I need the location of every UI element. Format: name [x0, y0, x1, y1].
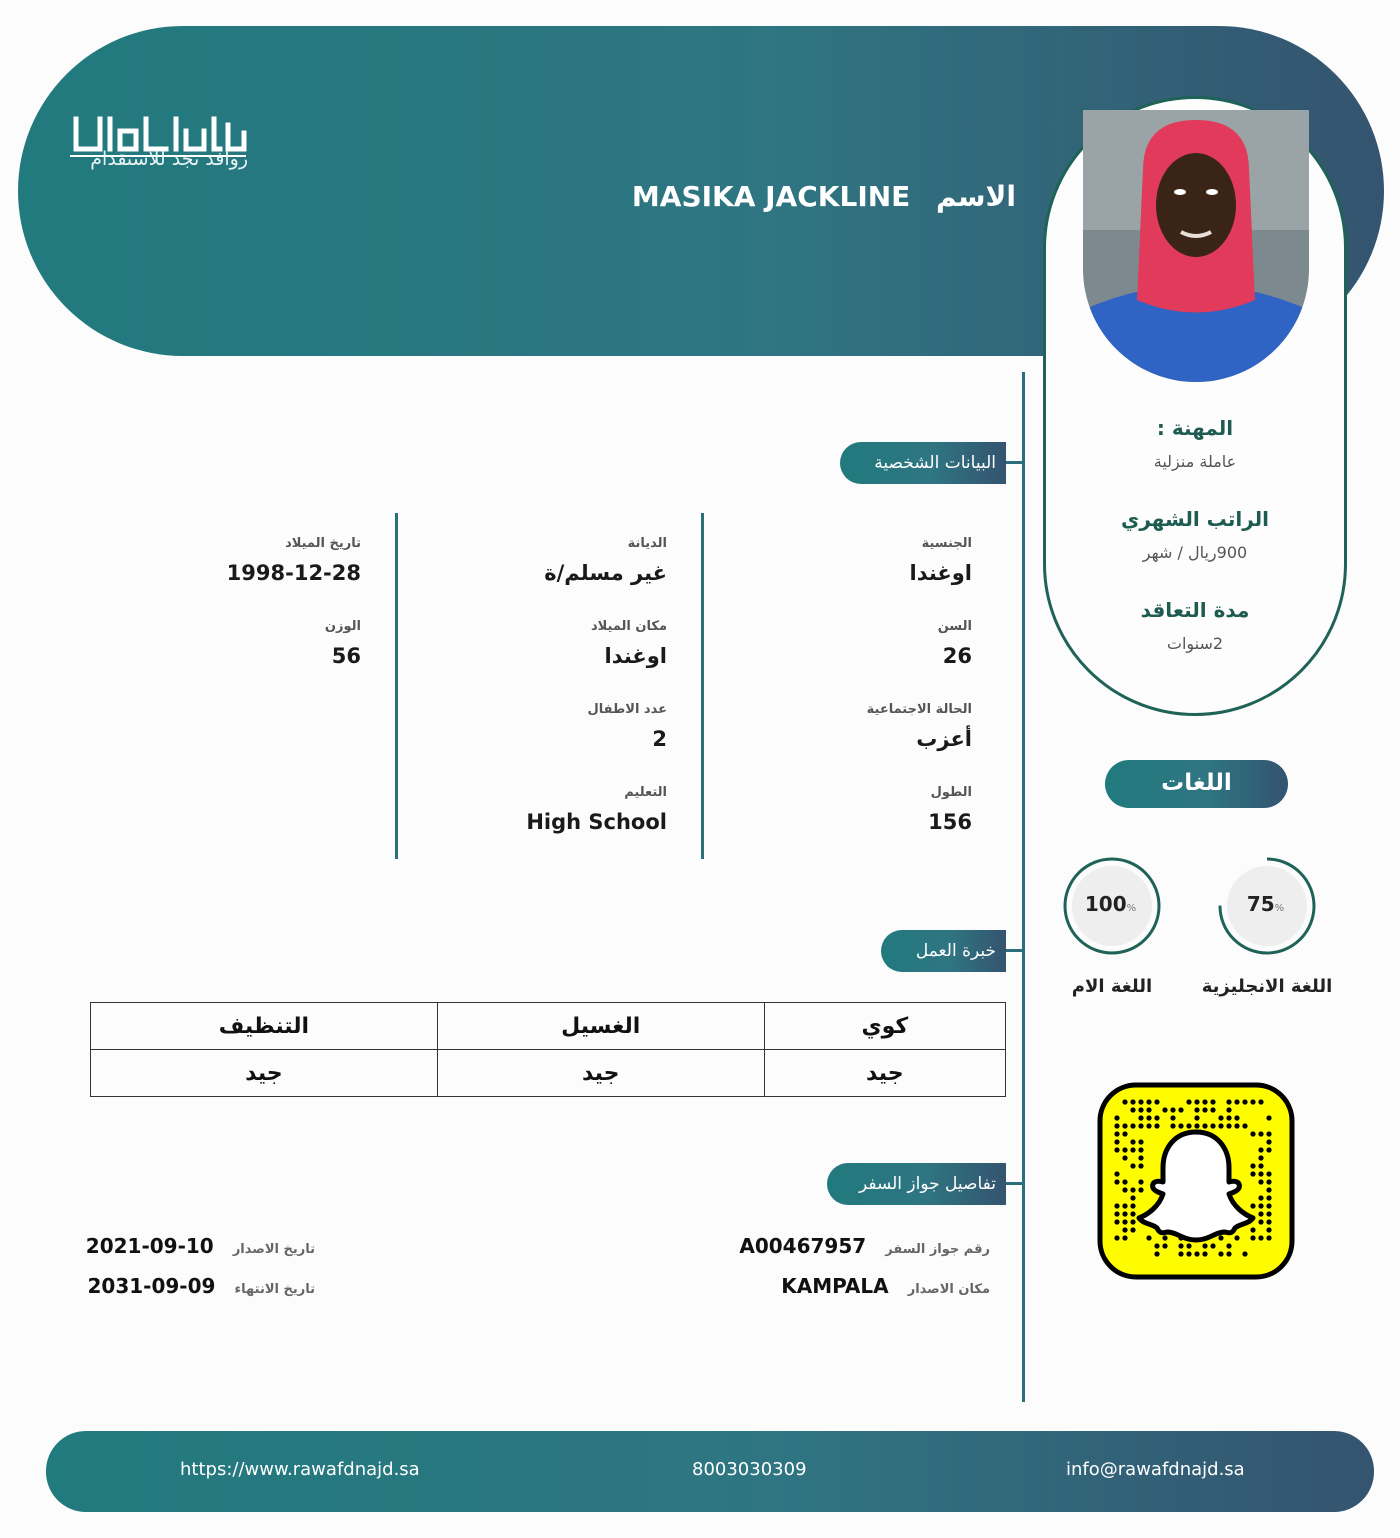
snapcode-dot — [1266, 1203, 1271, 1208]
snapcode-dot — [1122, 1155, 1127, 1160]
snapcode-dot — [1258, 1155, 1263, 1160]
skills-table — [90, 1002, 1006, 1097]
snapcode-dot — [1114, 1179, 1119, 1184]
snapcode-dot — [1250, 1203, 1255, 1208]
snapcode-dot — [1130, 1139, 1135, 1144]
snapcode-dot — [1130, 1187, 1135, 1192]
snapcode-dot — [1138, 1187, 1143, 1192]
snapcode-dot — [1242, 1123, 1247, 1128]
name-value: MASIKA JACKLINE — [631, 180, 911, 213]
snapcode-dot — [1114, 1139, 1119, 1144]
snapcode-dot — [1138, 1123, 1143, 1128]
height-value: 156 — [928, 810, 972, 834]
snapcode-dot — [1130, 1211, 1135, 1216]
section-connector — [1006, 1182, 1022, 1185]
religion-value: غير مسلم/ة — [544, 561, 667, 585]
snapcode-dot — [1130, 1203, 1135, 1208]
snapcode-dot — [1250, 1131, 1255, 1136]
section-personal-title: البيانات الشخصية — [840, 442, 1006, 484]
snapcode-dot — [1130, 1099, 1135, 1104]
snapcode-dot — [1258, 1099, 1263, 1104]
snapcode-dot — [1138, 1163, 1143, 1168]
snapcode-dot — [1130, 1195, 1135, 1200]
snapcode-dot — [1218, 1123, 1223, 1128]
passport-expiry-label: تاريخ الانتهاء — [234, 1282, 315, 1297]
snapcode-dot — [1130, 1107, 1135, 1112]
passport-issue-value: 2021-09-10 — [85, 1234, 214, 1258]
snapcode-dot — [1146, 1115, 1151, 1120]
snapcode-dot — [1122, 1203, 1127, 1208]
snapcode-dot — [1210, 1099, 1215, 1104]
percent-sign: % — [1126, 903, 1137, 914]
height-label: الطول — [930, 785, 972, 800]
snapcode-dot — [1130, 1163, 1135, 1168]
snapcode-dot — [1186, 1123, 1191, 1128]
snapcode-dot — [1250, 1235, 1255, 1240]
snapcode-dot — [1202, 1107, 1207, 1112]
snapcode-dot — [1250, 1099, 1255, 1104]
snapcode-dot — [1218, 1235, 1223, 1240]
snapcode-dot — [1170, 1107, 1175, 1112]
dob-label: تاريخ الميلاد — [285, 536, 361, 551]
snapcode-dot — [1226, 1243, 1231, 1248]
passport-place-value: KAMPALA — [781, 1274, 889, 1298]
snapcode-dot — [1162, 1235, 1167, 1240]
snapcode-dot — [1266, 1115, 1271, 1120]
snapcode-dot — [1202, 1123, 1207, 1128]
snapchat-snapcode-icon[interactable] — [1097, 1082, 1295, 1280]
snapcode-dot — [1186, 1243, 1191, 1248]
contract-value: 2سنوات — [1166, 634, 1224, 653]
languages-title: اللغات — [1105, 760, 1288, 808]
native-value: 100 — [1084, 892, 1127, 916]
skills-header-row — [91, 1003, 1006, 1050]
passport-place-label: مكان الاصدار — [907, 1282, 990, 1297]
snapcode-dot — [1122, 1147, 1127, 1152]
snapcode-dot — [1138, 1179, 1143, 1184]
snapcode-dot — [1114, 1219, 1119, 1224]
passport-issue-label: تاريخ الاصدار — [232, 1242, 315, 1257]
snapcode-dot — [1266, 1227, 1271, 1232]
snapcode-dot — [1138, 1155, 1143, 1160]
section-experience-title: خبرة العمل — [881, 930, 1006, 972]
english-percent — [1217, 892, 1317, 916]
snapcode-dot — [1122, 1211, 1127, 1216]
english-value: 75 — [1246, 892, 1275, 916]
snapcode-dot — [1114, 1171, 1119, 1176]
snapcode-dot — [1130, 1227, 1135, 1232]
snapcode-dot — [1250, 1227, 1255, 1232]
marital-value: أعزب — [916, 727, 972, 751]
snapcode-dot — [1122, 1219, 1127, 1224]
skill-rating: جيد — [764, 1050, 1005, 1097]
snapcode-dot — [1266, 1139, 1271, 1144]
footer-website-link[interactable]: https://www.rawafdnajd.sa — [180, 1459, 420, 1480]
passport-place-row — [600, 1274, 990, 1298]
skill-rating: جيد — [437, 1050, 764, 1097]
snapcode-dot — [1146, 1123, 1151, 1128]
snapcode-dot — [1122, 1131, 1127, 1136]
snapcode-dot — [1138, 1139, 1143, 1144]
snapcode-dot — [1162, 1243, 1167, 1248]
snapcode-dot — [1170, 1123, 1175, 1128]
snapcode-dot — [1202, 1251, 1207, 1256]
snapcode-dot — [1210, 1123, 1215, 1128]
passport-expiry-row — [60, 1274, 315, 1298]
snapcode-dot — [1154, 1099, 1159, 1104]
snapcode-dot — [1130, 1123, 1135, 1128]
snapcode-dot — [1138, 1099, 1143, 1104]
native-percent — [1062, 892, 1162, 916]
column-separator — [395, 513, 398, 859]
snapcode-dot — [1178, 1243, 1183, 1248]
snapcode-dot — [1210, 1107, 1215, 1112]
snapcode-dot — [1178, 1251, 1183, 1256]
snapcode-dot — [1114, 1203, 1119, 1208]
name-label: الاسم — [936, 180, 1016, 213]
snapcode-dot — [1170, 1115, 1175, 1120]
section-connector — [1006, 461, 1022, 464]
snapcode-dot — [1266, 1171, 1271, 1176]
age-value: 26 — [942, 644, 972, 668]
snapcode-dot — [1258, 1195, 1263, 1200]
snapcode-dot — [1234, 1235, 1239, 1240]
snapcode-dot — [1234, 1099, 1239, 1104]
education-label: التعليم — [624, 785, 667, 800]
snapcode-dot — [1154, 1243, 1159, 1248]
snapcode-dot — [1194, 1251, 1199, 1256]
snapcode-dot — [1218, 1115, 1223, 1120]
snapcode-dot — [1154, 1123, 1159, 1128]
religion-label: الديانة — [627, 536, 667, 551]
snapcode-dot — [1178, 1123, 1183, 1128]
snapcode-dot — [1130, 1147, 1135, 1152]
passport-number-label: رقم جواز السفر — [885, 1242, 990, 1257]
footer-phone[interactable]: 8003030309 — [692, 1459, 807, 1480]
weight-value: 56 — [331, 644, 361, 668]
skill-header: كوي — [764, 1003, 1005, 1050]
passport-expiry-value: 2031-09-09 — [87, 1274, 216, 1298]
snapcode-dot — [1258, 1211, 1263, 1216]
snapcode-dot — [1122, 1123, 1127, 1128]
snapcode-dot — [1226, 1115, 1231, 1120]
snapcode-dot — [1194, 1115, 1199, 1120]
snapcode-dot — [1266, 1195, 1271, 1200]
snapcode-dot — [1154, 1115, 1159, 1120]
snapcode-dot — [1122, 1235, 1127, 1240]
snapcode-dot — [1122, 1099, 1127, 1104]
snapcode-dot — [1226, 1251, 1231, 1256]
snapcode-dot — [1114, 1131, 1119, 1136]
snapcode-dot — [1130, 1219, 1135, 1224]
snapcode-dot — [1138, 1115, 1143, 1120]
snapcode-dot — [1162, 1107, 1167, 1112]
snapcode-dot — [1266, 1219, 1271, 1224]
education-value: High School — [526, 810, 667, 834]
snapcode-dot — [1258, 1163, 1263, 1168]
section-connector — [1006, 949, 1022, 952]
birthplace-label: مكان الميلاد — [590, 619, 667, 634]
candidate-name — [632, 180, 1016, 213]
snapcode-dot — [1138, 1107, 1143, 1112]
native-label: اللغة الام — [1071, 976, 1153, 997]
snapcode-dot — [1146, 1235, 1151, 1240]
snapcode-dot — [1122, 1179, 1127, 1184]
children-value: 2 — [652, 727, 667, 751]
snapcode-dot — [1186, 1251, 1191, 1256]
salary-value: 900ريال / شهر — [1142, 543, 1248, 562]
skills-rating-row — [91, 1050, 1006, 1097]
marital-label: الحالة الاجتماعية — [866, 702, 972, 717]
passport-number-row — [600, 1234, 990, 1258]
english-label: اللغة الانجليزية — [1201, 976, 1333, 997]
snapcode-dot — [1266, 1187, 1271, 1192]
column-separator — [701, 513, 704, 859]
skill-header: الغسيل — [437, 1003, 764, 1050]
snapcode-dot — [1250, 1163, 1255, 1168]
snapcode-dot — [1114, 1235, 1119, 1240]
snapcode-dot — [1226, 1123, 1231, 1128]
snapcode-dot — [1266, 1235, 1271, 1240]
snapcode-dot — [1266, 1131, 1271, 1136]
snapcode-dot — [1242, 1251, 1247, 1256]
footer-email-link[interactable]: info@rawafdnajd.sa — [1066, 1459, 1245, 1480]
snapcode-dot — [1138, 1147, 1143, 1152]
snapcode-dot — [1210, 1243, 1215, 1248]
salary-label: الراتب الشهري — [1121, 507, 1269, 531]
snapcode-dot — [1114, 1115, 1119, 1120]
snapcode-dot — [1202, 1243, 1207, 1248]
snapcode-dot — [1226, 1107, 1231, 1112]
skill-header: التنظيف — [91, 1003, 438, 1050]
snapcode-dot — [1114, 1123, 1119, 1128]
snapcode-dot — [1146, 1107, 1151, 1112]
snapcode-dot — [1234, 1123, 1239, 1128]
snapcode-dot — [1258, 1171, 1263, 1176]
snapcode-dot — [1242, 1099, 1247, 1104]
birthplace-value: اوغندا — [604, 644, 667, 668]
snapcode-dot — [1218, 1251, 1223, 1256]
snapcode-dot — [1194, 1107, 1199, 1112]
passport-issue-row — [60, 1234, 315, 1258]
logo-text: روافد نجد للاستقدام — [90, 148, 248, 170]
snapcode-dot — [1122, 1227, 1127, 1232]
skill-rating: جيد — [91, 1050, 438, 1097]
snapcode-dot — [1250, 1171, 1255, 1176]
snapcode-dot — [1122, 1187, 1127, 1192]
age-label: السن — [937, 619, 972, 634]
section-passport-title: تفاصيل جواز السفر — [827, 1163, 1006, 1205]
nationality-label: الجنسية — [921, 536, 972, 551]
snapcode-dot — [1154, 1251, 1159, 1256]
snapcode-dot — [1202, 1099, 1207, 1104]
weight-label: الوزن — [324, 619, 361, 634]
candidate-photo — [1083, 110, 1309, 382]
snapcode-dot — [1258, 1147, 1263, 1152]
snapcode-dot — [1114, 1147, 1119, 1152]
snapcode-dot — [1178, 1107, 1183, 1112]
contract-label: مدة التعاقد — [1140, 598, 1250, 622]
snapcode-dot — [1186, 1099, 1191, 1104]
snapcode-dot — [1258, 1179, 1263, 1184]
snapcode-dot — [1114, 1211, 1119, 1216]
snapcode-dot — [1258, 1219, 1263, 1224]
children-label: عدد الاطفال — [587, 702, 667, 717]
main-divider — [1022, 372, 1025, 1402]
snapcode-dot — [1266, 1179, 1271, 1184]
percent-sign: % — [1274, 903, 1285, 914]
snapcode-dot — [1266, 1147, 1271, 1152]
passport-number-value: A00467957 — [739, 1234, 867, 1258]
snapcode-dot — [1258, 1131, 1263, 1136]
snapcode-dot — [1226, 1099, 1231, 1104]
snapcode-dot — [1258, 1235, 1263, 1240]
snapcode-dot — [1194, 1099, 1199, 1104]
snapcode-dot — [1146, 1099, 1151, 1104]
snapcode-dot — [1266, 1211, 1271, 1216]
snapcode-dot — [1194, 1123, 1199, 1128]
dob-value: 1998-12-28 — [226, 561, 361, 585]
snapcode-dot — [1258, 1203, 1263, 1208]
nationality-value: اوغندا — [909, 561, 972, 585]
profession-label: المهنة : — [1156, 416, 1234, 440]
snapcode-dot — [1234, 1115, 1239, 1120]
profession-value: عاملة منزلية — [1153, 452, 1237, 471]
